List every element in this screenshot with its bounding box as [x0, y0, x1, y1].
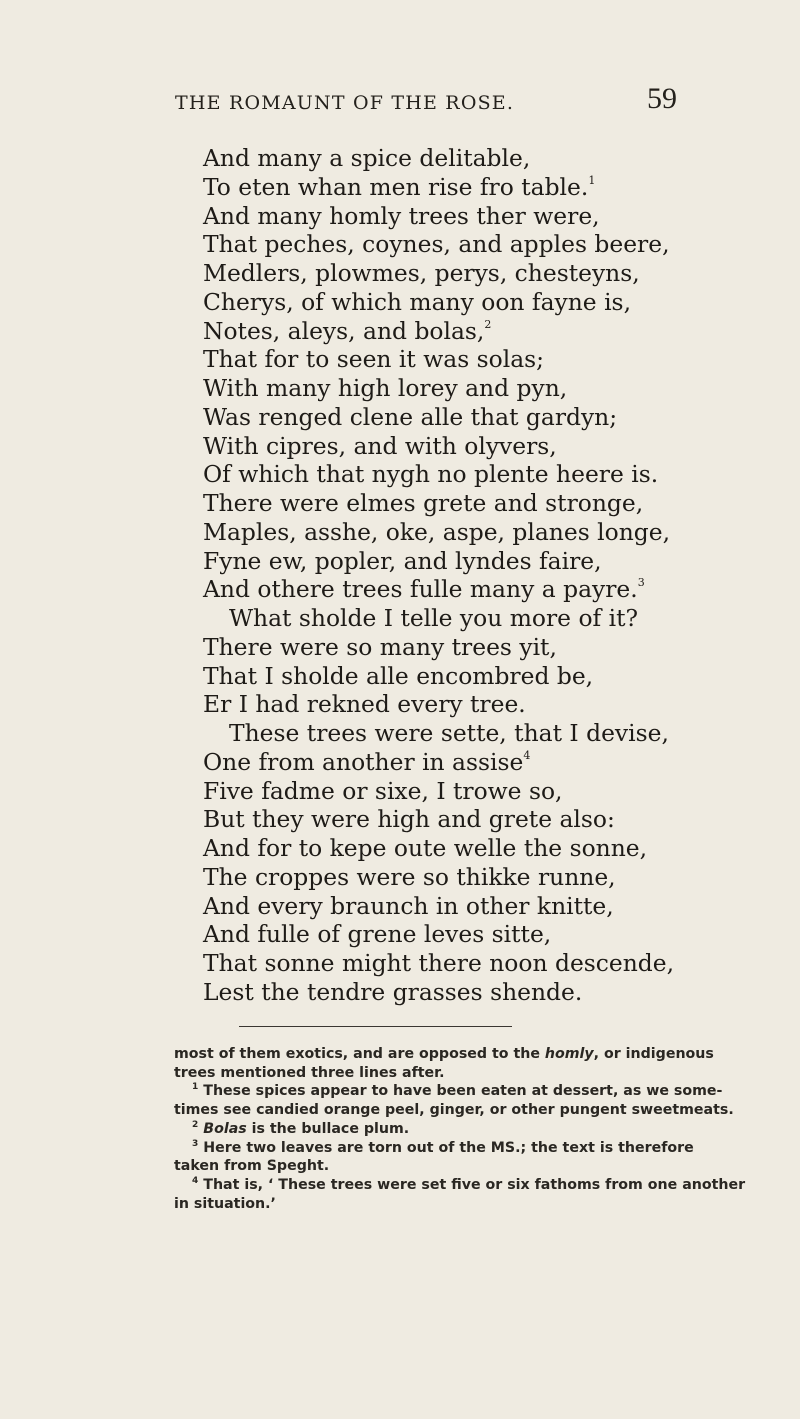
verse-text: And fulle of grene leves sitte, — [203, 920, 552, 949]
footnote-3: $^3$ Here two leaves are torn out of the MS.; the text is therefore — [192, 1138, 694, 1156]
verse-text: What sholde I telle you more of it? — [229, 604, 639, 632]
verse-text: Lest the tendre grasses shende. — [203, 977, 583, 1006]
footnote-reference: 1 — [588, 173, 596, 187]
footnote-1: $^1$ These spices appear to have been eaten at dessert, as we some- — [192, 1082, 723, 1100]
verse-line — [203, 144, 783, 173]
verse-line — [203, 575, 783, 604]
verse-line — [203, 834, 783, 863]
verse-line — [203, 633, 783, 662]
verse-line — [203, 863, 783, 892]
verse-line — [203, 690, 783, 719]
verse-text: And many homly trees ther were, — [203, 201, 600, 230]
verse-line — [203, 805, 783, 834]
footnote-reference: 3 — [637, 576, 645, 590]
verse-text: These trees were sette, that I devise, — [229, 719, 669, 747]
verse-line — [203, 662, 783, 691]
verse-line — [203, 719, 783, 748]
footnote-marker: 1 — [192, 1082, 199, 1093]
verse-text: Fyne ew, popler, and lyndes faire, — [203, 546, 602, 575]
footnote-reference: 2 — [484, 317, 492, 331]
verse-text: That peches, coynes, and apples beere, — [203, 230, 670, 259]
verse-line — [203, 892, 783, 921]
verse-line — [203, 604, 783, 633]
verse-line — [203, 403, 783, 432]
verse-line — [203, 288, 783, 317]
verse-text: But they were high and grete also: — [203, 805, 615, 834]
verse-line — [203, 432, 783, 461]
verse-line — [203, 748, 783, 777]
verse-text: That sonne might there noon descende, — [203, 949, 675, 977]
verse-line — [203, 374, 783, 403]
verse-text: And many a spice delitable, — [203, 144, 531, 172]
verse-text: And for to kepe oute welle the sonne, — [203, 834, 648, 862]
page-number: 59 — [647, 82, 677, 115]
verse-line — [203, 345, 783, 374]
verse-text: Five fadme or sixe, I trowe so, — [203, 776, 563, 805]
verse-text: With cipres, and with olyvers, — [203, 431, 557, 460]
verse-line — [203, 460, 783, 489]
verse-line — [203, 317, 783, 346]
verse-text: Er I had rekned every tree. — [203, 690, 526, 719]
footnote-3-line: taken from Speght. — [174, 1158, 330, 1175]
verse-text: Of which that nygh no plente heere is. — [203, 460, 659, 489]
footnote-marker: 3 — [192, 1138, 199, 1149]
footnote-1-line: times see candied orange peel, ginger, or other pungent sweetmeats. — [174, 1102, 734, 1119]
verse-line — [203, 489, 783, 518]
verse-line — [203, 202, 783, 231]
running-title: THE ROMAUNT OF THE ROSE. — [175, 92, 515, 114]
verse-line — [203, 978, 783, 1007]
verse-text: The croppes were so thikke runne, — [203, 862, 616, 891]
verse-text: To eten whan men rise fro table. — [203, 172, 589, 201]
verse-text: Notes, aleys, and bolas, — [203, 316, 485, 345]
verse-text: There were so many trees yit, — [203, 632, 557, 661]
verse-text: Maples, asshe, oke, aspe, planes longe, — [203, 517, 671, 546]
verse-text: Medlers, plowmes, perys, chesteyns, — [203, 259, 640, 287]
footnote-2: $^2$ Bolas is the bullace plum. — [192, 1119, 410, 1137]
footnote-continuation-line: trees mentioned three lines after. — [174, 1064, 445, 1081]
verse-text: There were elmes grete and stronge, — [203, 489, 644, 517]
footnote-marker: 4 — [192, 1175, 199, 1186]
footnotes — [174, 1045, 784, 1213]
verse-text: One from another in assise — [203, 747, 524, 776]
verse-text: And othere trees fulle many a payre. — [203, 575, 638, 604]
poem-text — [203, 144, 783, 1007]
verse-line — [203, 259, 783, 288]
footnote-continuation: most of them exotics, and are opposed to the homly, or indigenous — [174, 1046, 714, 1062]
verse-text: And every braunch in other knitte, — [203, 891, 614, 920]
verse-line — [203, 949, 783, 978]
footnote-reference: 4 — [523, 748, 531, 762]
verse-text: Cherys, of which many oon fayne is, — [203, 287, 631, 316]
verse-line — [203, 173, 783, 202]
verse-line — [203, 230, 783, 259]
verse-line — [203, 777, 783, 806]
verse-text: That for to seen it was solas; — [203, 345, 545, 374]
footnote-marker: 2 — [192, 1119, 199, 1130]
verse-text: That I sholde alle encombred be, — [203, 661, 594, 690]
footnote-4-line: in situation.’ — [174, 1195, 276, 1212]
footnote-rule — [239, 1026, 512, 1027]
verse-line — [203, 518, 783, 547]
verse-line — [203, 920, 783, 949]
running-head — [0, 82, 800, 120]
verse-text: Was renged clene alle that gardyn; — [203, 402, 618, 431]
verse-text: With many high lorey and pyn, — [203, 374, 568, 402]
footnote-4: $^4$ That is, ‘ These trees were set five or six fathoms from one another — [192, 1175, 746, 1193]
verse-line — [203, 547, 783, 576]
